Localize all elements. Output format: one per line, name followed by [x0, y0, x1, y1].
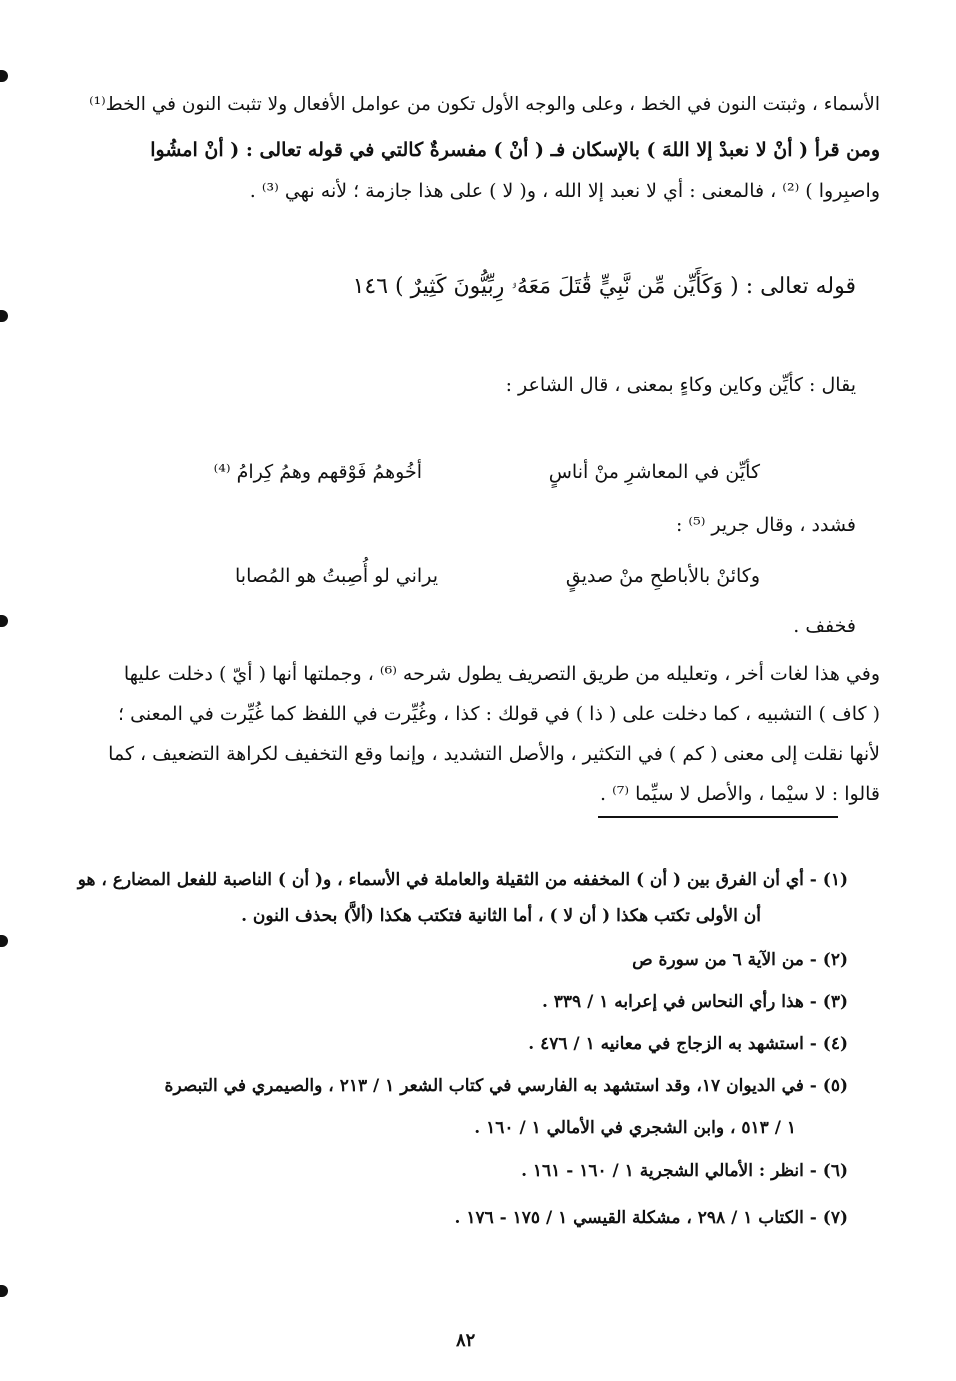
footnote-7: (٧) - الكتاب ١ / ٢٩٨ ، مشكلة القيسي ١ / ١٧٥ - ١٧٦ . — [454, 1208, 848, 1228]
footnote-4: (٤) - استشهد به الزجاج في معانيه ١ / ٤٧٦ . — [528, 1034, 848, 1054]
footnote-5: (٥) - في الديوان ١٧، وقد استشهد به الفارسي في كتاب الشعر ١ / ٢١٣ ، والصيمري في التبصرة — [164, 1076, 848, 1096]
body-line-5: يقال : كأيِّن وكاين وكاءٍ بمعنى ، قال الشاعر : — [505, 374, 856, 396]
footnote-6: (٦) - انظر : الأمالي الشجرية ١ / ١٦٠ - ١٦١ . — [521, 1161, 848, 1181]
body-line-14: لأنها نقلت إلى معنى ( كم ) في التكثير ، والأصل التشديد ، وإنما وقع التخفيف لكراهة التضعيف ، كما — [108, 743, 880, 765]
binding-mark — [0, 1285, 8, 1297]
poem-line-2-first-hemistich: وكائنْ بالأباطحِ منْ صديقٍ — [565, 565, 760, 587]
footnote-5-continued: ١ / ٥١٣ ، وابن الشجري في الأمالي ١ / ١٦٠ . — [474, 1118, 796, 1138]
quran-verse-line: قوله تعالى : ( وَكَأَيِّن مِّن نَّبِيٍّ قَٰتَلَ مَعَهُۥ رِبِّيُّونَ كَثِيرٌ ) ١٤٦ — [352, 274, 856, 299]
body-line-15: قالوا : لا سيْما ، والأصل لا سيِّما ⁽⁷⁾ . — [600, 783, 880, 805]
binding-mark — [0, 70, 8, 82]
body-line-12: وفي هذا لغات أخر ، وتعليله من طريق التصريف يطول شرحه ⁽⁶⁾ ، وجملتها أنها ( أيّ ) دخلت عليها — [123, 663, 880, 685]
poem-line-1-first-hemistich: كأيِّن في المعاشرِ منْ أناسٍ — [548, 461, 760, 483]
body-line-3: واصبِروا ) ⁽²⁾ ، فالمعنى : أي لا نعبد إلا الله ، و( لا ) على هذا جازمة ؛ لأنه نهي ⁽³⁾ . — [249, 180, 880, 202]
body-line-13: ( كاف ) التشبيه ، كما دخلت على ( ذا ) في قولك : كذا ، وغُيِّرت في اللفظ كما غُيِّرت في المعنى ؛ — [118, 703, 880, 725]
binding-mark — [0, 935, 8, 947]
page-number: ٨٢ — [456, 1330, 476, 1351]
poem-line-1-second-hemistich: أخُوهمُ فَوْقهم وهمُ كِرامُ ⁽⁴⁾ — [213, 461, 422, 483]
poem-line-2-second-hemistich: يراني لو أُصِبتُ هو المُصابا — [235, 565, 438, 587]
footnote-1-continued: أن الأولى تكتب هكذا ( أن لا ) ، أما الثانية فتكتب هكذا (ألاَّ) بحذف النون . — [241, 906, 761, 926]
binding-mark — [0, 615, 8, 627]
footnote-1: (١) - أي أن الفرق بين ( أن ) المخففه من الثقيلة والعاملة في الأسماء ، و( أن ) الناصبة للفعل المضارع ، هو — [77, 870, 848, 890]
footnote-2: (٢) - من الآية ٦ من سورة ص — [632, 950, 848, 970]
body-line-2: ومن قرأ ( أنْ لا نعبدْ إلا اللهَ ) بالإسكان فـ ( أنْ ) مفسرةٌ كالتي في قوله تعالى : ( أنْ امشُوا — [150, 139, 880, 161]
body-line-8: فشدد ، وقال جرير ⁽⁵⁾ : — [675, 514, 856, 536]
binding-mark — [0, 310, 8, 322]
footnote-separator — [598, 816, 838, 818]
body-line-1: الأسماء ، وثبتت النون في الخط ، وعلى والوجه الأول تكون من عوامل الأفعال ولا تثبت النون في الخط⁽¹⁾ — [89, 94, 880, 115]
body-line-11: فخفف . — [793, 615, 856, 637]
footnote-3: (٣) - هذا رأي النحاس في إعرابه ١ / ٣٣٩ . — [541, 992, 848, 1012]
